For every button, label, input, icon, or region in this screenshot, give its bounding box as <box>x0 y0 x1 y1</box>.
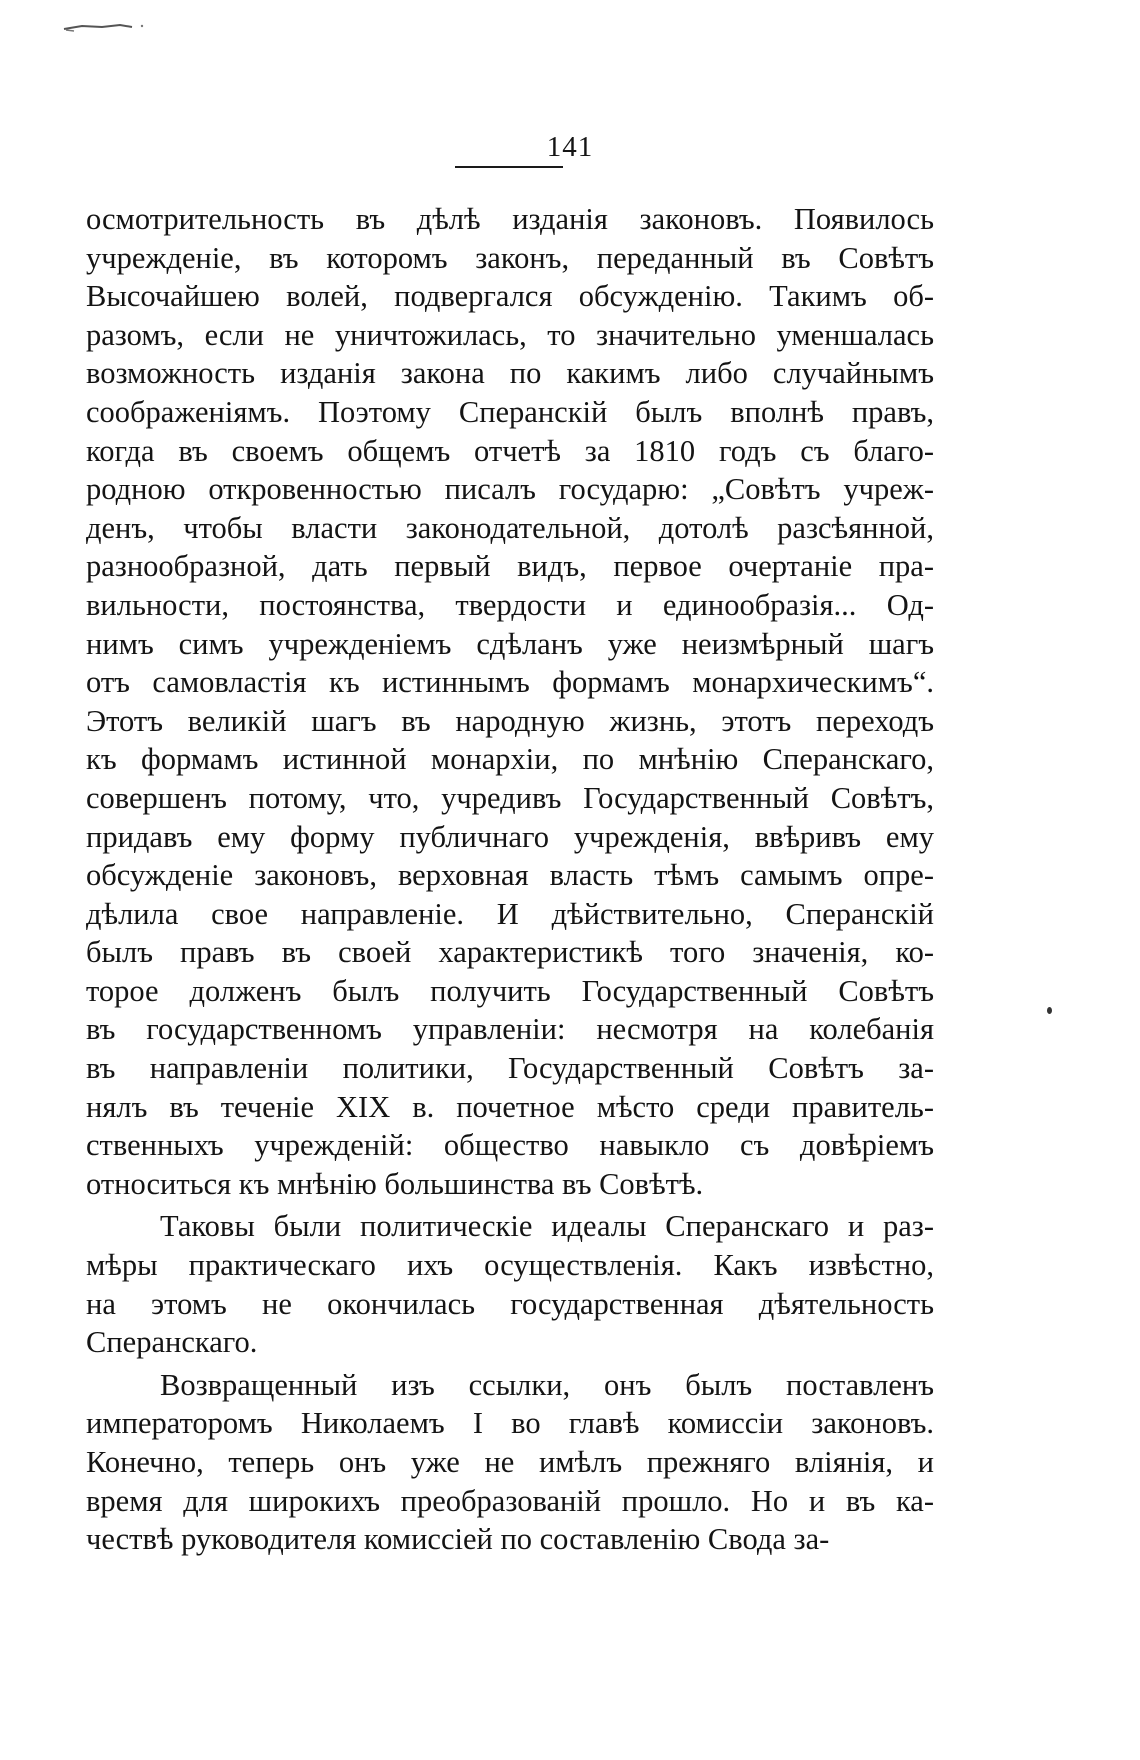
text-line: осмотрительность въ дѣлѣ изданія законовъ. Появилось <box>86 202 934 236</box>
text-line: мѣры практическаго ихъ осуществленія. Какъ извѣстно, <box>86 1248 934 1283</box>
text-line: время для широкихъ преобразованій прошло. Но и въ ка- <box>86 1483 934 1518</box>
text-line: учрежденіе, въ которомъ законъ, переданный въ Совѣтъ <box>86 240 934 275</box>
text-line: Этотъ великій шагъ въ народную жизнь, этотъ переходъ <box>86 703 934 738</box>
text-line: нялъ въ теченіе XIX в. почетное мѣсто среди правитель- <box>86 1089 934 1124</box>
page-number-rule <box>455 166 563 168</box>
text-line: Конечно, теперь онъ уже не имѣлъ прежняго вліянія, и <box>86 1445 934 1479</box>
text-line: когда въ своемъ общемъ отчетѣ за 1810 годъ съ благо- <box>86 433 934 468</box>
text-line: Сперанскаго. <box>86 1325 258 1360</box>
text-line: придавъ ему форму публичнаго учрежденія, ввѣривъ ему <box>86 819 934 854</box>
text-line: относиться къ мнѣнію большинства въ Совѣтѣ. <box>86 1166 704 1201</box>
paragraph <box>86 200 934 1203</box>
corner-ink-mark <box>62 22 154 32</box>
paragraph <box>86 1207 934 1361</box>
text-line: въ государственномъ управленіи: несмотря на колебанія <box>86 1012 934 1047</box>
text-line: совершенъ потому, что, учредивъ Государственный Совѣтъ, <box>86 780 934 815</box>
text-line: родною откровенностью писалъ государю: „Совѣтъ учреж- <box>86 472 934 507</box>
text-line: былъ правъ въ своей характеристикѣ того значенія, ко- <box>86 935 934 970</box>
text-line: Высочайшею волей, подвергался обсужденію. Такимъ об- <box>86 279 934 314</box>
ink-speck <box>1047 1007 1052 1014</box>
text-line: дѣлила свое направленіе. И дѣйствительно, Сперанскій <box>86 896 934 931</box>
text-line: ственныхъ учрежденій: общество навыкло съ довѣріемъ <box>86 1128 934 1163</box>
text-line: въ направленіи политики, Государственный Совѣтъ за- <box>86 1051 934 1086</box>
page-number: 141 <box>546 131 594 163</box>
text-line: Возвращенный изъ ссылки, онъ былъ поставленъ <box>160 1367 934 1402</box>
text-line: вильности, постоянства, твердости и единообразія... Од- <box>86 587 934 622</box>
text-line: денъ, чтобы власти законодательной, дотолѣ разсѣянной, <box>86 510 934 545</box>
text-line: чествѣ руководителя комиссіей по составленію Свода за- <box>86 1522 830 1557</box>
paragraph <box>86 1366 934 1559</box>
text-line: на этомъ не окончилась государственная дѣятельность <box>86 1286 934 1321</box>
text-line: возможность изданія закона по какимъ либо случайнымъ <box>86 356 934 391</box>
text-line: торое долженъ былъ получить Государственный Совѣтъ <box>86 973 934 1008</box>
text-line: къ формамъ истинной монархіи, по мнѣнію Сперанскаго, <box>86 742 934 777</box>
text-line: отъ самовластія къ истиннымъ формамъ монархическимъ“. <box>86 665 934 700</box>
text-line: обсужденіе законовъ, верховная власть тѣмъ самымъ опре- <box>86 858 934 893</box>
text-line: разнообразной, дать первый видъ, первое очертаніе пра- <box>86 549 934 584</box>
text-line: императоромъ Николаемъ I во главѣ комиссіи законовъ. <box>86 1406 934 1441</box>
text-line: соображеніямъ. Поэтому Сперанскій былъ вполнѣ правъ, <box>86 394 934 429</box>
text-line: Таковы были политическіе идеалы Сперанскаго и раз- <box>160 1209 934 1244</box>
text-line: разомъ, если не уничтожилась, то значительно уменшалась <box>86 317 934 352</box>
body-text <box>86 200 934 1559</box>
text-line: нимъ симъ учрежденіемъ сдѣланъ уже неизмѣрный шагъ <box>86 626 934 661</box>
